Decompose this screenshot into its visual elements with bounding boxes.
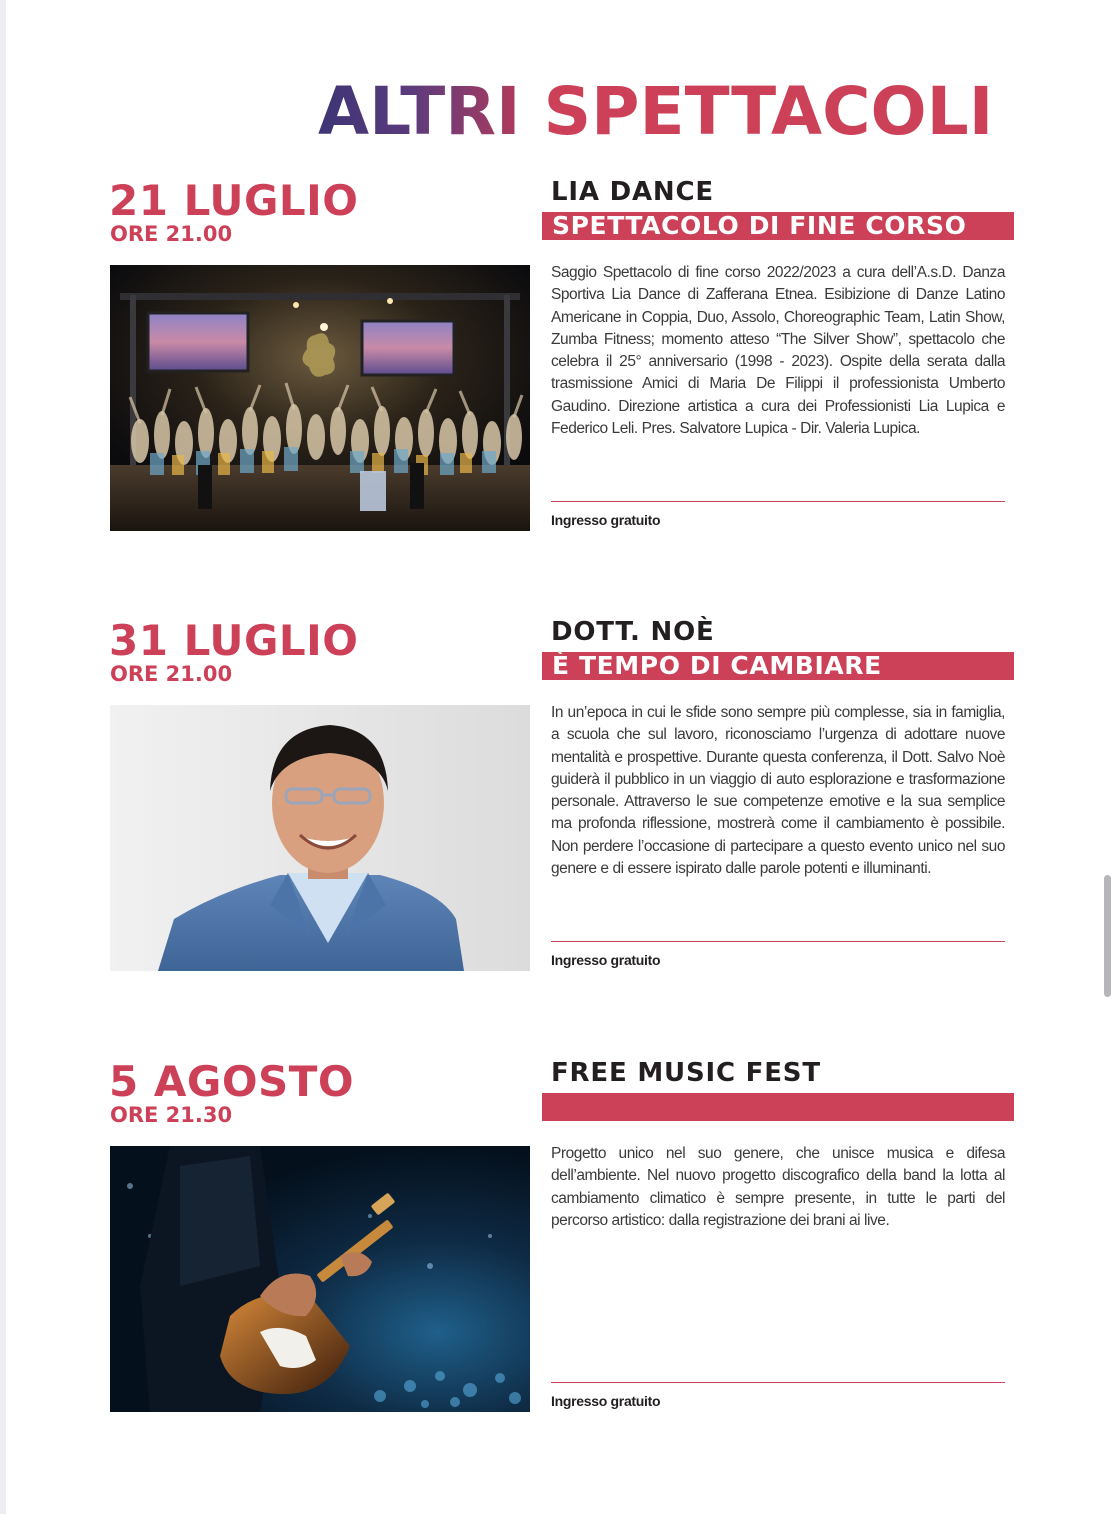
speaker-portrait-photo [110, 705, 530, 971]
entry-note: Ingresso gratuito [551, 1393, 661, 1409]
event-title: DOTT. NOÈ [551, 617, 715, 647]
page-title-part1: ALTRI [318, 73, 521, 150]
event-card-free-music-fest [0, 1057, 1114, 1497]
page-title-part2: SPETTACOLI [543, 73, 994, 150]
event-subtitle-band: È TEMPO DI CAMBIARE [542, 652, 1014, 680]
event-date: 31 LUGLIO [109, 616, 359, 665]
dance-show-photo [110, 265, 530, 531]
event-date: 5 AGOSTO [109, 1057, 355, 1106]
event-card-lia-dance [0, 176, 1114, 616]
divider [551, 941, 1005, 942]
event-subtitle-band: SPETTACOLO DI FINE CORSO [542, 212, 1014, 240]
event-subtitle-band [542, 1093, 1014, 1121]
divider [551, 1382, 1005, 1383]
event-title: FREE MUSIC FEST [551, 1058, 821, 1088]
event-title: LIA DANCE [551, 177, 714, 207]
entry-note: Ingresso gratuito [551, 512, 661, 528]
page-title [318, 72, 993, 152]
event-description: Saggio Spettacolo di fine corso 2022/2023 a cura dell’A.s.D. Danza Sportiva Lia Dance di Zafferana Etnea. Esibizione di Danze Latino Americane in Coppia, Duo, Assolo, Choreographic Team, Latin Show, Zumba Fitness; momento atteso “The Silver Show”, spettacolo che celebra il 25° anniversario (1998 - 2023). Ospite della serata dalla trasmissione Amici di Maria De Filippi il professionista Umberto Gaudino. Direzione artistica a cura dei Professionisti Lia Lupica e Federico Leli. Pres. Salvatore Lupica - Dir. Valeria Lupica. [551, 264, 1005, 438]
event-time: ORE 21.00 [110, 662, 233, 686]
event-description: In un’epoca in cui le sfide sono sempre più complesse, sia in famiglia, a scuola che sul lavoro, riconosciamo l’urgenza di adottare nuove mentalità e prospettive. Durante questa conferenza, il Dott. Salvo Noè guiderà il pubblico in un viaggio di auto esplorazione e trasformazione personale. Attraverso le sue competenze emotive e la sua semplice ma profonda riflessione, mostrerà come il cambiamento è possibile. Non perdere l’occasione di partecipare a questo evento unico nel suo genere e di essere ispirato dalle parole potenti e illuminanti. [551, 704, 1005, 878]
event-date: 21 LUGLIO [109, 176, 359, 225]
event-card-dott-noe [0, 616, 1114, 1056]
event-time: ORE 21.00 [110, 222, 233, 246]
guitarist-concert-photo [110, 1146, 530, 1412]
event-time: ORE 21.30 [110, 1103, 233, 1127]
event-description: Progetto unico nel suo genere, che unisce musica e difesa dell’ambiente. Nel nuovo progetto discografico della band la lotta al cambiamento climatico è sempre presente, in tutte le parti del percorso artistico: dalla registrazione dei brani ai live. [551, 1145, 1005, 1229]
divider [551, 501, 1005, 502]
scrollbar[interactable] [1104, 875, 1111, 997]
entry-note: Ingresso gratuito [551, 952, 661, 968]
